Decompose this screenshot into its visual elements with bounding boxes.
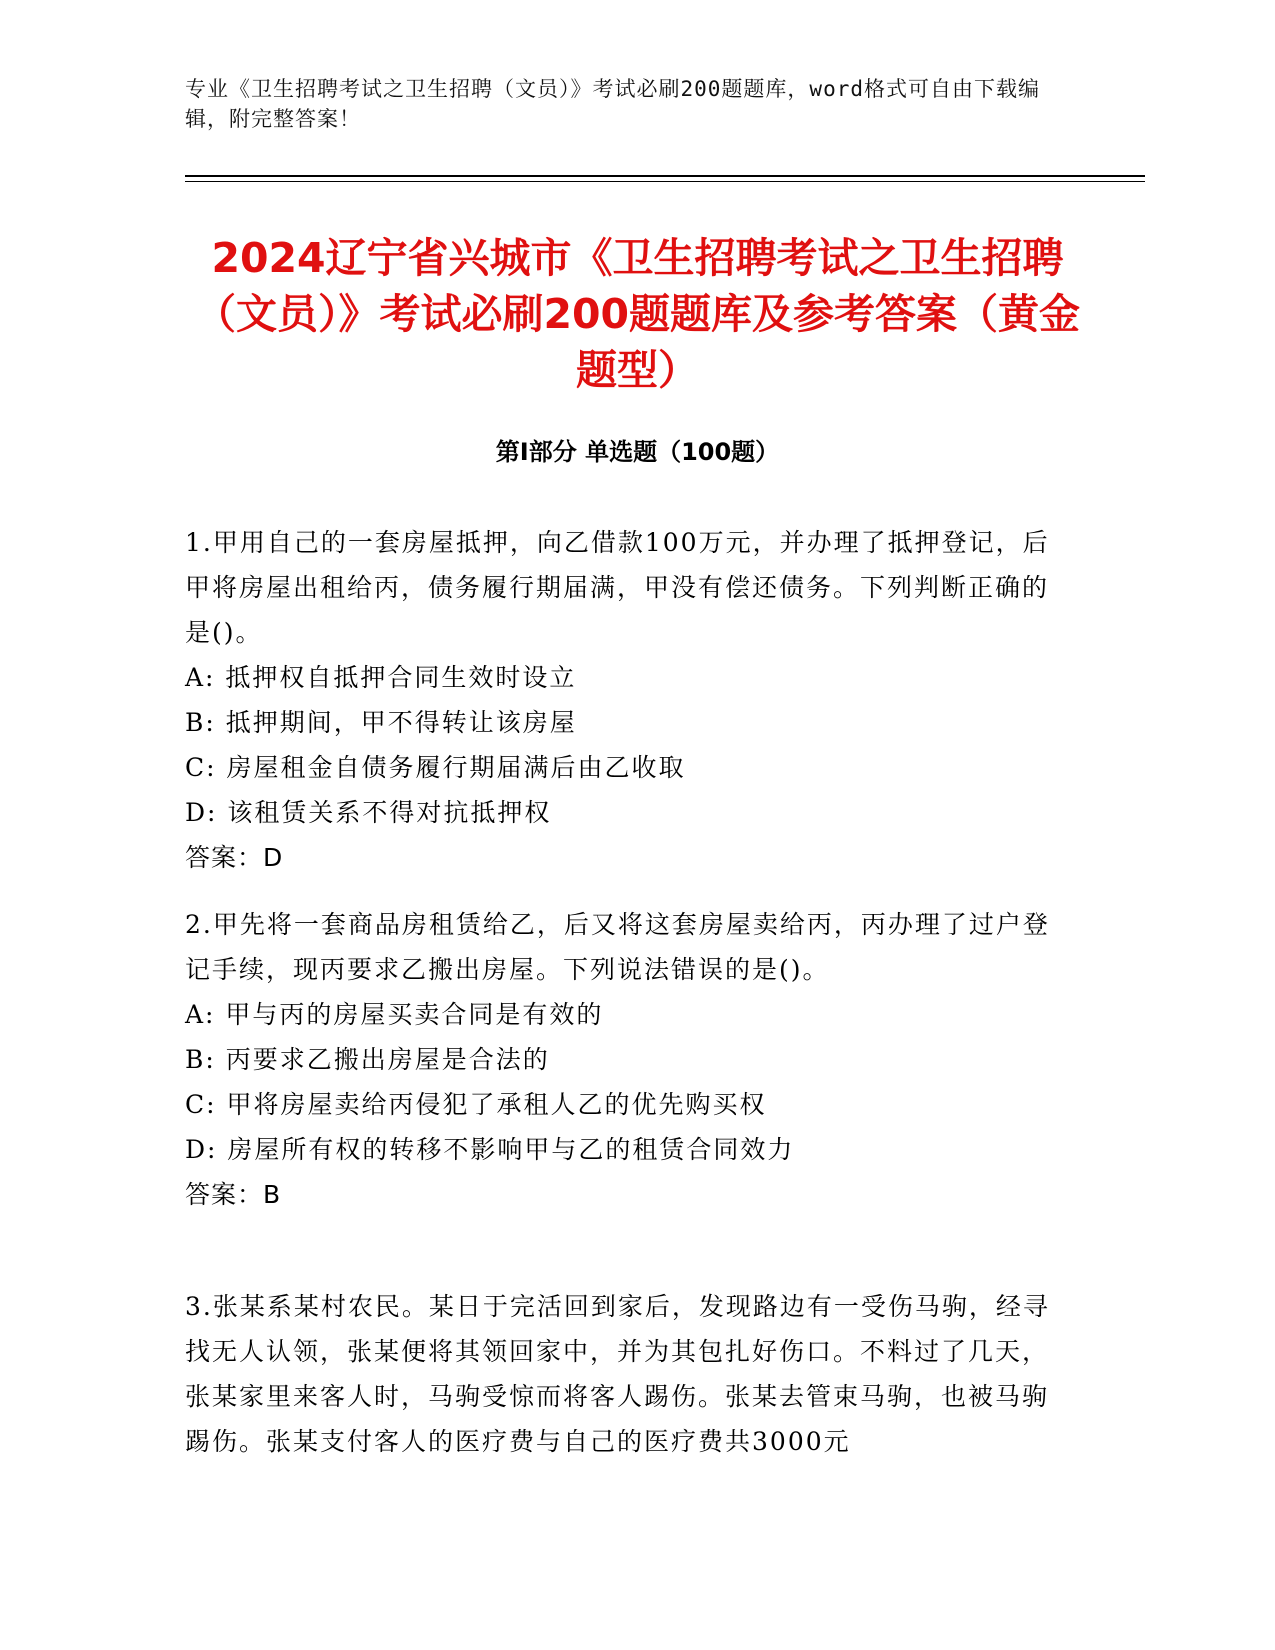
header-divider-thin <box>185 181 1145 182</box>
header-note: 专业《卫生招聘考试之卫生招聘（文员）》考试必刷200题题库，word格式可自由下载编辑，附完整答案！ <box>185 77 1040 131</box>
question-stem: 2.甲先将一套商品房租赁给乙，后又将这套房屋卖给丙，丙办理了过户登记手续，现丙要求乙搬出房屋。下列说法错误的是()。 <box>185 910 1050 984</box>
question-3 <box>185 1284 1070 1464</box>
document-title: 2024辽宁省兴城市《卫生招聘考试之卫生招聘（文员）》考试必刷200题题库及参考答案（黄金题型） <box>194 234 1081 394</box>
answer: 答案：D <box>185 843 284 872</box>
section-heading: 第Ⅰ部分 单选题（100题） <box>495 438 780 466</box>
option-d: D: 该租赁关系不得对抗抵押权 <box>185 798 552 827</box>
option-c: C: 房屋租金自债务履行期届满后由乙收取 <box>185 753 686 782</box>
option-b: B: 抵押期间，甲不得转让该房屋 <box>185 708 577 737</box>
question-stem: 3.张某系某村农民。某日于完活回到家后，发现路边有一受伤马驹，经寻找无人认领，张某便将其领回家中，并为其包扎好伤口。不料过了几天，张某家里来客人时，马驹受惊而将客人踢伤。张某去管束马驹，也被马驹踢伤。张某支付客人的医疗费与自己的医疗费共3000元 <box>185 1292 1050 1456</box>
question-2 <box>185 902 1070 1217</box>
option-b: B: 丙要求乙搬出房屋是合法的 <box>185 1045 550 1074</box>
header-divider-thick <box>185 175 1145 177</box>
question-stem: 1.甲用自己的一套房屋抵押，向乙借款100万元，并办理了抵押登记，后甲将房屋出租给丙，债务履行期届满，甲没有偿还债务。下列判断正确的是()。 <box>185 528 1050 647</box>
option-a: A: 抵押权自抵押合同生效时设立 <box>185 663 577 692</box>
option-c: C: 甲将房屋卖给丙侵犯了承租人乙的优先购买权 <box>185 1090 767 1119</box>
answer: 答案：B <box>185 1180 282 1209</box>
option-a: A: 甲与丙的房屋买卖合同是有效的 <box>185 1000 604 1029</box>
option-d: D: 房屋所有权的转移不影响甲与乙的租赁合同效力 <box>185 1135 795 1164</box>
question-1 <box>185 520 1070 880</box>
